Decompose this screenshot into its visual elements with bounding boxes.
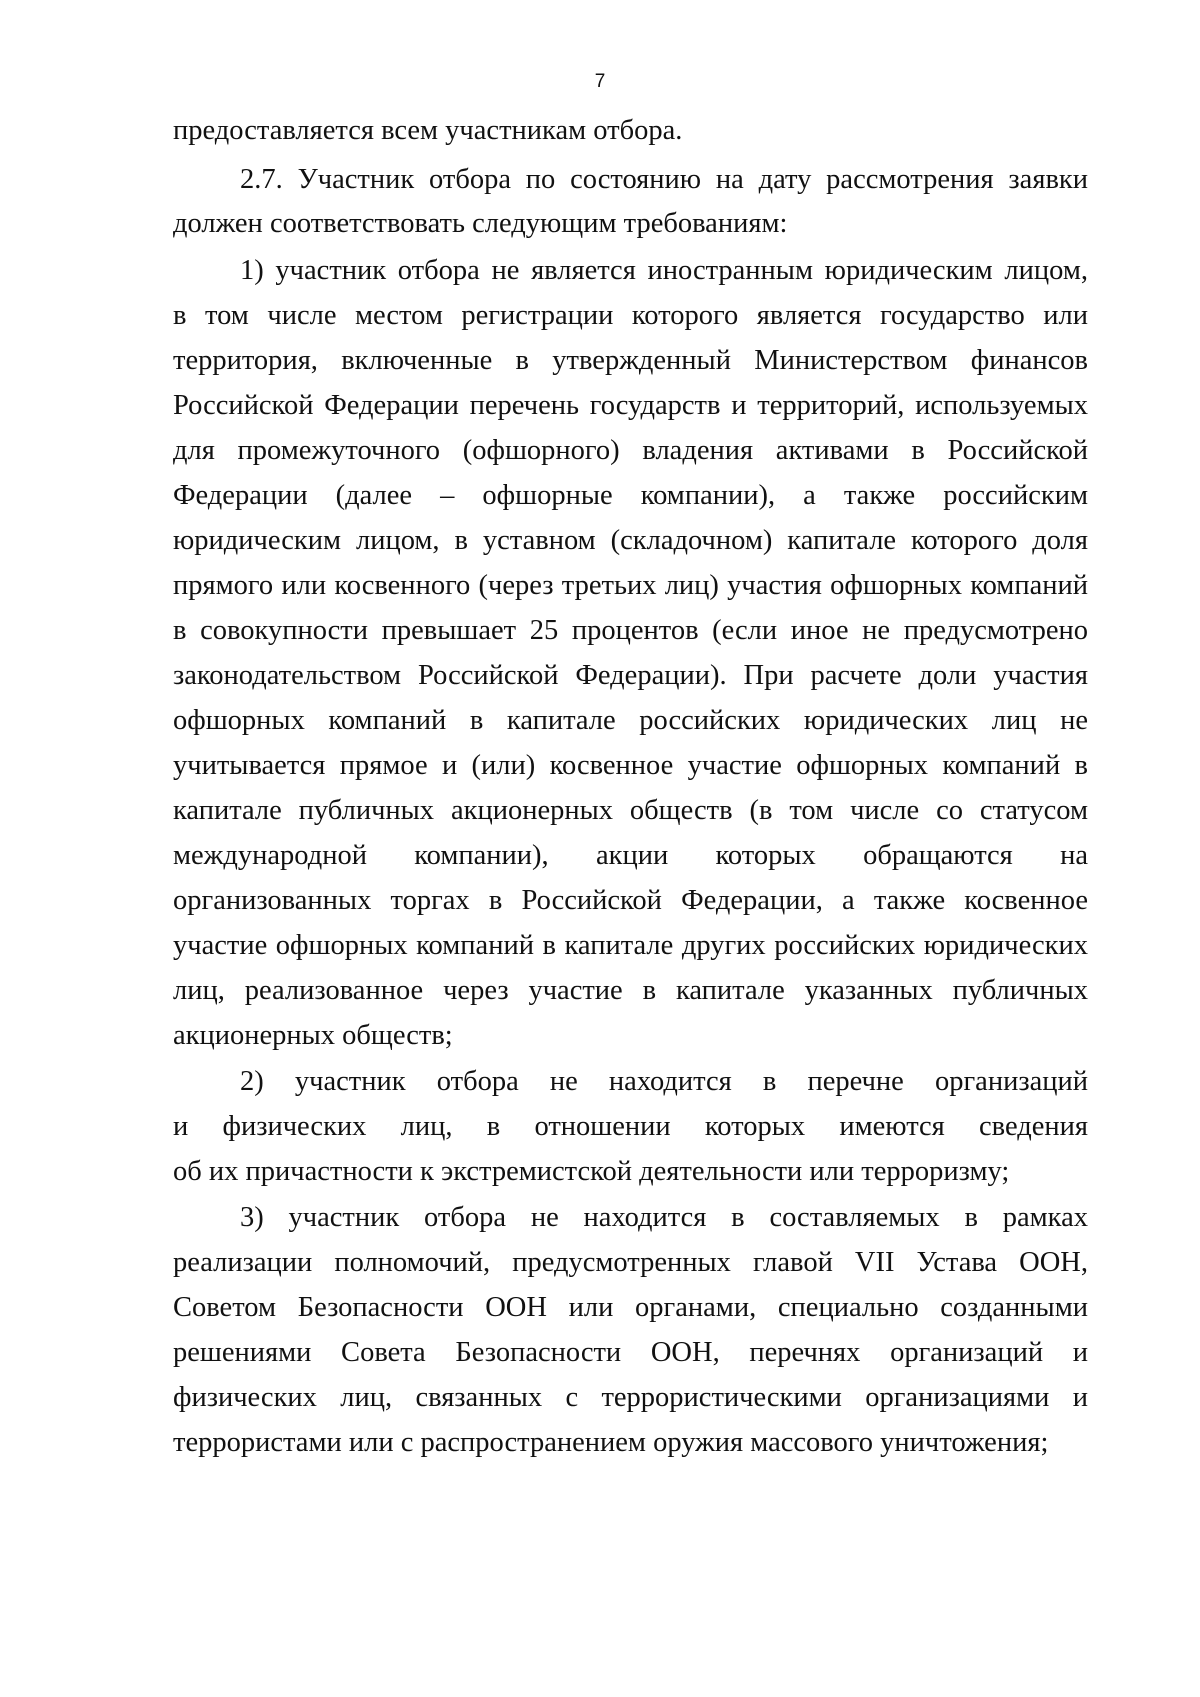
text-line: офшорных компаний в капитале российских юридических лиц не bbox=[173, 705, 1088, 736]
text-line: законодательством Российской Федерации). При расчете доли участия bbox=[173, 660, 1088, 691]
text-line: 2.7. Участник отбора по состоянию на дату рассмотрения заявки bbox=[240, 164, 1088, 195]
text-line: об их причастности к экстремистской деятельности или терроризму; bbox=[173, 1156, 1010, 1187]
text-line: решениями Совета Безопасности ООН, перечнях организаций и bbox=[173, 1337, 1088, 1368]
text-line: в том числе местом регистрации которого является государство или bbox=[173, 300, 1088, 331]
text-line: прямого или косвенного (через третьих лиц) участия офшорных компаний bbox=[173, 570, 1088, 601]
text-line: должен соответствовать следующим требованиям: bbox=[173, 208, 788, 239]
text-line: 2) участник отбора не находится в перечне организаций bbox=[240, 1066, 1088, 1097]
text-line: учитывается прямое и (или) косвенное участие офшорных компаний в bbox=[173, 750, 1088, 781]
text-line: Советом Безопасности ООН или органами, специально созданными bbox=[173, 1292, 1088, 1323]
text-line: международной компании), акции которых обращаются на bbox=[173, 840, 1088, 871]
text-line: и физических лиц, в отношении которых имеются сведения bbox=[173, 1111, 1088, 1142]
text-line: Федерации (далее – офшорные компании), а также российским bbox=[173, 480, 1088, 511]
text-line: реализации полномочий, предусмотренных главой VII Устава ООН, bbox=[173, 1247, 1088, 1278]
text-line: акционерных обществ; bbox=[173, 1020, 453, 1051]
text-line: 1) участник отбора не является иностранным юридическим лицом, bbox=[240, 255, 1088, 286]
text-line: территория, включенные в утвержденный Министерством финансов bbox=[173, 345, 1088, 376]
page-number: 7 bbox=[594, 71, 606, 92]
text-line: физических лиц, связанных с террористическими организациями и bbox=[173, 1382, 1088, 1413]
text-line: террористами или с распространением оружия массового уничтожения; bbox=[173, 1427, 1049, 1458]
text-line: лиц, реализованное через участие в капитале указанных публичных bbox=[173, 975, 1088, 1006]
text-line: для промежуточного (офшорного) владения активами в Российской bbox=[173, 435, 1088, 466]
text-line: участие офшорных компаний в капитале других российских юридических bbox=[173, 930, 1088, 961]
text-line: Российской Федерации перечень государств и территорий, используемых bbox=[173, 390, 1088, 421]
text-line: 3) участник отбора не находится в составляемых в рамках bbox=[240, 1202, 1088, 1233]
text-line: в совокупности превышает 25 процентов (если иное не предусмотрено bbox=[173, 615, 1088, 646]
text-line: организованных торгах в Российской Федерации, а также косвенное bbox=[173, 885, 1088, 916]
text-line: капитале публичных акционерных обществ (в том числе со статусом bbox=[173, 795, 1088, 826]
text-line: предоставляется всем участникам отбора. bbox=[173, 115, 683, 146]
text-line: юридическим лицом, в уставном (складочном) капитале которого доля bbox=[173, 525, 1088, 556]
